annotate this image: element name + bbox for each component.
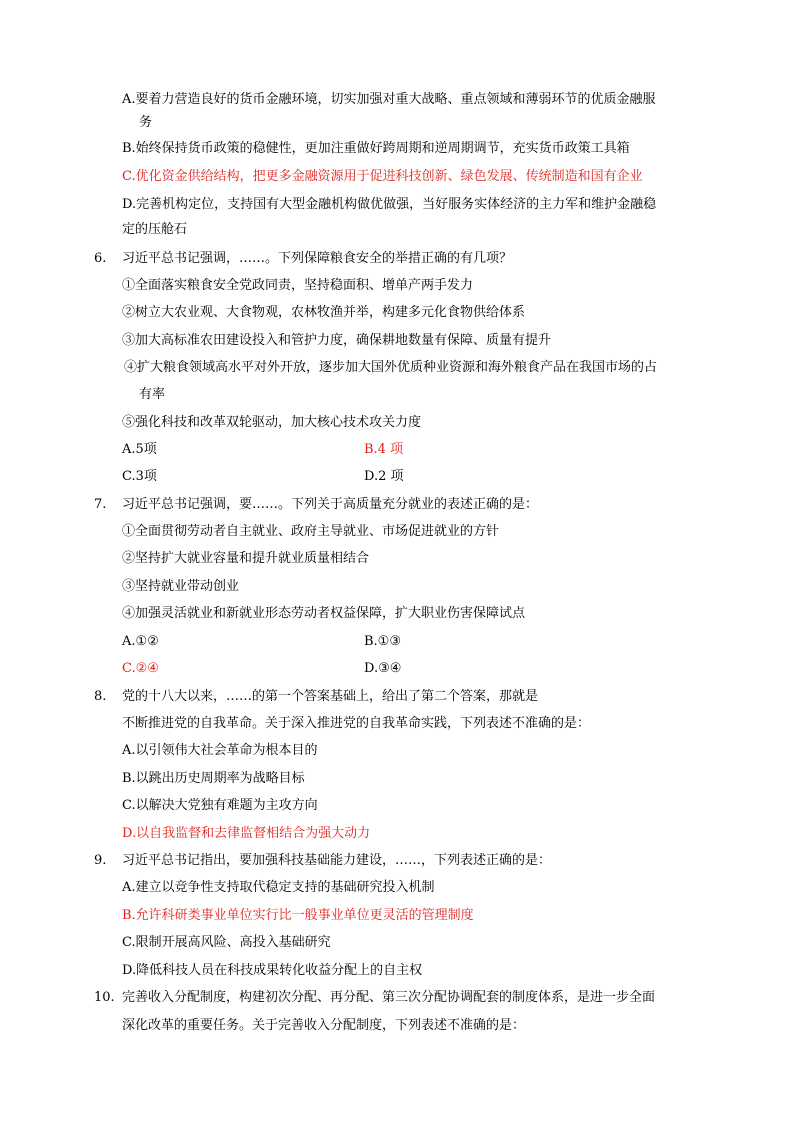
q6-option-c: C.3项	[122, 469, 157, 484]
q6-item-4: ④扩大粮食领域高水平对外开放，逐步加大国外优质种业资源和海外粮食产品在我国市场的占	[124, 360, 658, 375]
q10-stem-cont: 深化改革的重要任务。关于完善收入分配制度，下列表述不准确的是：	[122, 1018, 526, 1033]
q6-item-1: ①全面落实粮食安全党政同责，坚持稳面积、增单产两手发力	[122, 278, 474, 293]
q8-option-c: C.以解决大党独有难题为主攻方向	[122, 798, 318, 813]
q8-number: 8.	[94, 689, 107, 704]
q8-option-b: B.以跳出历史周期率为战略目标	[122, 771, 305, 786]
q7-item-3: ③坚持就业带动创业	[122, 579, 240, 594]
q7-item-4: ④加强灵活就业和新就业形态劳动者权益保障，扩大职业伤害保障试点	[122, 606, 526, 621]
q5-option-d-cont: 定的压舱石	[122, 222, 188, 237]
q9-option-d: D.降低科技人员在科技成果转化收益分配上的自主权	[122, 963, 423, 978]
q7-number: 7.	[94, 497, 107, 512]
q9-option-a: A.建立以竞争性支持取代稳定支持的基础研究投入机制	[122, 880, 435, 895]
q8-stem-cont: 不断推进党的自我革命。关于深入推进党的自我革命实践，下列表述不准确的是：	[122, 716, 591, 731]
q7-stem: 习近平总书记强调，要……。下列关于高质量充分就业的表述正确的是：	[122, 497, 539, 512]
q10-number: 10.	[94, 990, 115, 1005]
q6-stem: 习近平总书记强调，……。下列保障粮食安全的举措正确的有几项？	[122, 251, 513, 266]
q7-item-2: ②坚持扩大就业容量和提升就业质量相结合	[122, 551, 370, 566]
q7-item-1: ①全面贯彻劳动者自主就业、政府主导就业、市场促进就业的方针	[122, 524, 500, 539]
q6-option-b-answer: B.4 项	[364, 442, 404, 457]
q9-number: 9.	[94, 853, 107, 868]
q5-option-d: D.完善机构定位，支持国有大型金融机构做优做强，当好服务实体经济的主力军和维护金融稳	[122, 197, 657, 212]
q8-option-d-answer: D.以自我监督和去律监督相结合为强大动力	[122, 826, 371, 841]
q8-option-a: A.以引领伟大社会革命为根本目的	[122, 743, 318, 758]
q8-stem: 党的十八大以来，……的第一个答案基础上，给出了第二个答案，那就是	[122, 689, 539, 704]
q6-number: 6.	[94, 251, 107, 266]
q10-stem: 完善收入分配制度，构建初次分配、再分配、第三次分配协调配套的制度体系，是进一步全面	[122, 990, 656, 1005]
q9-option-b-answer: B.允许科研类事业单位实行比一般事业单位更灵活的管理制度	[122, 908, 474, 923]
q5-option-b: B.始终保持货币政策的稳健性，更加注重做好跨周期和逆周期调节，充实货币政策工具箱	[122, 141, 630, 156]
q9-stem: 习近平总书记指出，要加强科技基础能力建设，……，下列表述正确的是：	[122, 853, 552, 868]
q6-option-d: D.2 项	[364, 469, 404, 484]
q5-option-a: A.要着力营造良好的货币金融环境，切实加强对重大战略、重点领域和薄弱环节的优质金融服	[122, 92, 656, 107]
q5-option-a-cont: 务	[139, 115, 153, 130]
q7-option-d: D.③④	[364, 661, 402, 676]
q7-option-a: A.①②	[122, 634, 159, 649]
q7-option-b: B.①③	[364, 634, 401, 649]
q7-option-c-answer: C.②④	[122, 661, 159, 676]
q6-item-3: ③加大高标准农田建设投入和管护力度，确保耕地数量有保障、质量有提升	[122, 333, 552, 348]
q6-item-4-cont: 有率	[139, 387, 166, 402]
q6-option-a: A.5项	[122, 442, 157, 457]
q6-item-2: ②树立大农业观、大食物观，农林牧渔并举，构建多元化食物供给体系	[122, 305, 526, 320]
q9-option-c: C.限制开展高风险、高投入基础研究	[122, 935, 331, 950]
q5-option-c-answer: C.优化资金供给结构，把更多金融资源用于促进科技创新、绿色发展、传统制造和国有企业	[122, 169, 643, 184]
q6-item-5: ⑤强化科技和改革双轮驱动，加大核心技术攻关力度	[122, 415, 422, 430]
